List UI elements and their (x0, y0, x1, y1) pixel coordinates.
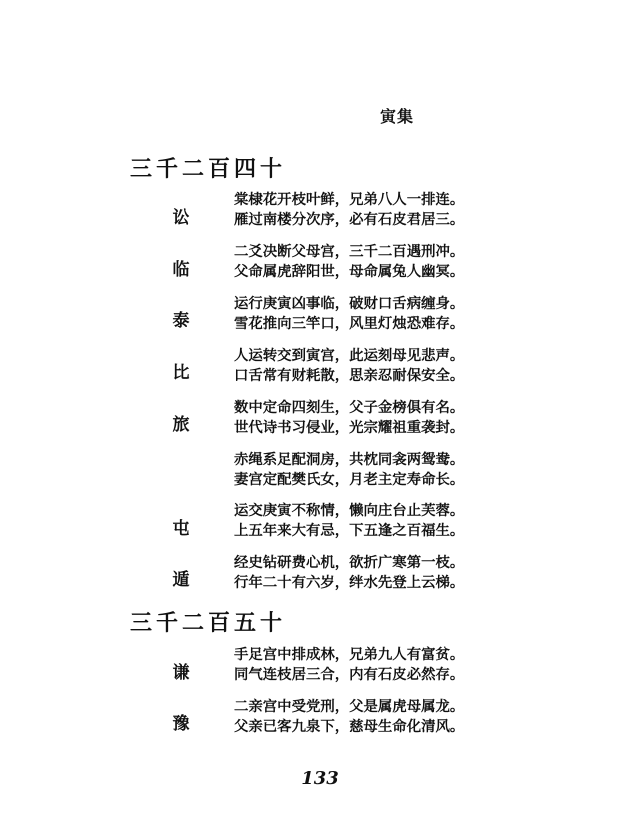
verse-block (234, 645, 464, 685)
section-title: 三千二百四十 (130, 156, 287, 182)
hexagram-label: 豫 (172, 714, 190, 734)
hexagram-label: 泰 (172, 311, 190, 331)
hexagram-label: 比 (172, 363, 190, 383)
verse-line: 二亲宫中受党刑，父是属虎母属龙。 (234, 698, 465, 715)
verse-block (234, 553, 464, 593)
running-header: 寅集 (380, 107, 415, 126)
verse-line: 经史钻研费心机，欲折广寒第一枝。 (234, 554, 465, 571)
verse-block (234, 501, 464, 541)
hexagram-label: 临 (172, 260, 190, 280)
verse-line: 雪花推向三竿口，风里灯烛恐难存。 (234, 315, 465, 332)
verse-line: 上五年来大有忌，下五逢之百福生。 (234, 522, 465, 539)
verse-line: 行年二十有六岁，绊水先登上云梯。 (234, 574, 465, 591)
hexagram-label: 谦 (172, 663, 190, 683)
hexagram-label: 旅 (172, 415, 190, 435)
page-number: 133 (301, 768, 339, 789)
verse-block (234, 697, 464, 737)
verse-line: 妻宫定配樊氏女，月老主定寿命长。 (234, 471, 465, 488)
verse-line: 运交庚寅不称情，懒向庄台止芙蓉。 (234, 502, 465, 519)
verse-line: 人运转交到寅宫，此运刻母见悲声。 (234, 347, 465, 364)
verse-block (234, 450, 464, 490)
verse-line: 手足宫中排成林，兄弟九人有富贫。 (234, 646, 465, 663)
verse-line: 世代诗书习侵业，光宗耀祖重袭封。 (234, 419, 465, 436)
verse-block (234, 398, 464, 438)
verse-line: 赤绳系足配洞房，共枕同衾两鸳鸯。 (234, 451, 465, 468)
verse-line: 运行庚寅凶事临，破财口舌病缠身。 (234, 295, 465, 312)
verse-block (234, 346, 464, 386)
verse-line: 雁过南楼分次序，必有石皮君居三。 (234, 211, 465, 228)
verse-line: 数中定命四刻生，父子金榜俱有名。 (234, 399, 465, 416)
hexagram-label: 讼 (172, 208, 190, 228)
verse-line: 父亲已客九泉下，慈母生命化清风。 (234, 718, 465, 735)
section-title: 三千二百五十 (130, 610, 287, 636)
verse-line: 同气连枝居三合，内有石皮必然存。 (234, 666, 465, 683)
verse-line: 父命属虎辞阳世，母命属兔人幽冥。 (234, 263, 465, 280)
verse-line: 棠棣花开枝叶鲜，兄弟八人一排连。 (234, 191, 465, 208)
verse-block (234, 294, 464, 334)
hexagram-label: 遁 (172, 570, 190, 590)
verse-line: 口舌常有财耗散，思亲忍耐保安全。 (234, 367, 465, 384)
verse-block (234, 190, 464, 230)
verse-line: 二爻决断父母宫，三千二百遇刑冲。 (234, 243, 465, 260)
hexagram-label: 屯 (172, 519, 190, 539)
verse-block (234, 242, 464, 282)
